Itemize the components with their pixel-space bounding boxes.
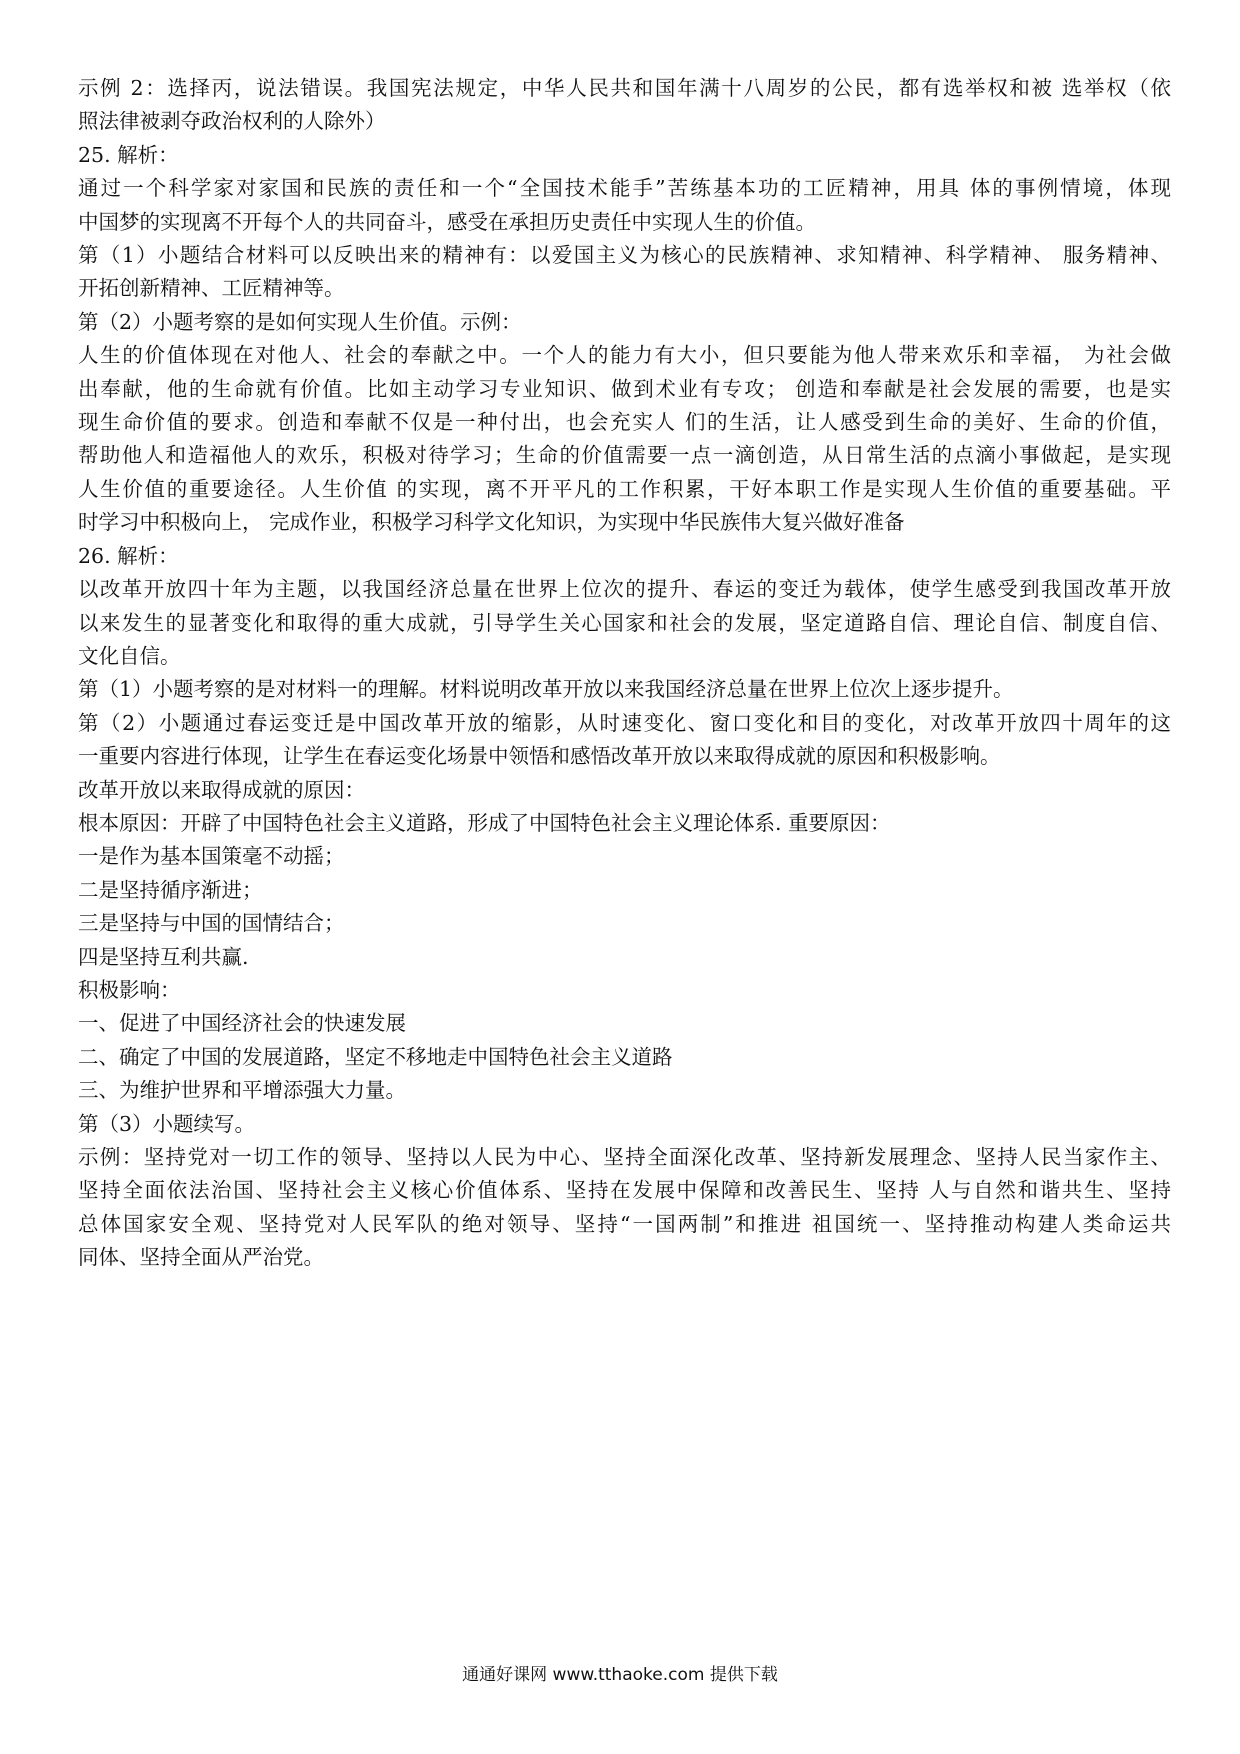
text-line: 一是作为基本国策毫不动摇； xyxy=(78,844,345,869)
text-line: 改革开放以来取得成就的原因： xyxy=(78,777,365,802)
text-line: 第（1）小题结合材料可以反映出来的精神有：以爱国主义为核心的民族精神、求知精神、科学精神、 服务精神、 xyxy=(78,243,1171,268)
text-line: 三是坚持与中国的国情结合； xyxy=(78,911,345,936)
text-line: 中国梦的实现离不开每个人的共同奋斗，感受在承担历史责任中实现人生的价值。 xyxy=(78,209,816,234)
text-line: 25. 解析： xyxy=(78,142,179,167)
text-line: 人生的价值体现在对他人、社会的奉献之中。一个人的能力有大小，但只要能为他人带来欢乐和幸福， 为社会做 xyxy=(78,343,1171,368)
text-line: 出奉献，他的生命就有价值。比如主动学习专业知识、做到术业有专攻； 创造和奉献是社会发展的需要，也是实 xyxy=(78,376,1171,401)
text-line: 通过一个科学家对家国和民族的责任和一个“全国技术能手”苦练基本功的工匠精神，用具 体的事例情境，体现 xyxy=(78,176,1171,201)
text-line: 26. 解析： xyxy=(78,543,179,568)
text-line: 文化自信。 xyxy=(78,643,181,668)
text-line: 坚持全面依法治国、坚持社会主义核心价值体系、坚持在发展中保障和改善民生、坚持 人与自然和谐共生、坚持 xyxy=(78,1178,1171,1203)
document-body xyxy=(78,72,1171,1275)
text-line: 第（2）小题考察的是如何实现人生价值。示例： xyxy=(78,309,522,334)
text-line: 四是坚持互利共赢. xyxy=(78,944,249,969)
text-line: 以改革开放四十年为主题，以我国经济总量在世界上位次的提升、春运的变迁为载体，使学生感受到我国改革开放 xyxy=(78,577,1171,602)
text-line: 根本原因：开辟了中国特色社会主义道路，形成了中国特色社会主义理论体系. 重要原因： xyxy=(78,810,891,835)
text-line: 示例：坚持党对一切工作的领导、坚持以人民为中心、坚持全面深化改革、坚持新发展理念、坚持人民当家作主、 xyxy=(78,1145,1171,1169)
text-line: 时学习中积极向上， 完成作业，积极学习科学文化知识，为实现中华民族伟大复兴做好准备 xyxy=(78,510,905,535)
text-line: 人生价值的重要途径。人生价值 的实现，离不开平凡的工作积累，干好本职工作是实现人生价值的重要基础。平 xyxy=(78,476,1171,501)
page-footer: 通通好课网 www.tthaoke.com 提供下载 xyxy=(462,1665,778,1685)
text-line: 总体国家安全观、坚持党对人民军队的绝对领导、坚持“一国两制”和推进 祖国统一、坚持推动构建人类命运共 xyxy=(78,1211,1171,1236)
text-line: 二是坚持循序渐进； xyxy=(78,877,263,902)
text-line: 第（1）小题考察的是对材料一的理解。材料说明改革开放以来我国经济总量在世界上位次上逐步提升。 xyxy=(78,677,1014,702)
text-line: 以来发生的显著变化和取得的重大成就，引导学生关心国家和社会的发展，坚定道路自信、理论自信、制度自信、 xyxy=(78,610,1171,635)
text-line: 帮助他人和造福他人的欢乐，积极对待学习；生命的价值需要一点一滴创造，从日常生活的点滴小事做起，是实现 xyxy=(78,443,1171,468)
text-line: 同体、坚持全面从严治党。 xyxy=(78,1245,324,1270)
text-line: 示例 2：选择丙，说法错误。我国宪法规定，中华人民共和国年满十八周岁的公民，都有选举权和被 选举权（依 xyxy=(78,76,1171,100)
text-line: 照法律被剥夺政治权利的人除外） xyxy=(78,109,386,134)
text-line: 积极影响： xyxy=(78,977,181,1002)
text-line: 三、为维护世界和平增添强大力量。 xyxy=(78,1078,406,1103)
text-line: 一、促进了中国经济社会的快速发展 xyxy=(78,1011,406,1036)
text-line: 一重要内容进行体现，让学生在春运变化场景中领悟和感悟改革开放以来取得成就的原因和积极影响。 xyxy=(78,744,1001,769)
text-line: 现生命价值的要求。创造和奉献不仅是一种付出，也会充实人 们的生活，让人感受到生命的美好、生命的价值， xyxy=(78,410,1171,435)
text-line: 第（2）小题通过春运变迁是中国改革开放的缩影，从时速变化、窗口变化和目的变化，对改革开放四十周年的这 xyxy=(78,710,1171,735)
text-line: 开拓创新精神、工匠精神等。 xyxy=(78,276,345,301)
text-line: 第（3）小题续写。 xyxy=(78,1111,256,1136)
text-line: 二、确定了中国的发展道路，坚定不移地走中国特色社会主义道路 xyxy=(78,1044,673,1069)
